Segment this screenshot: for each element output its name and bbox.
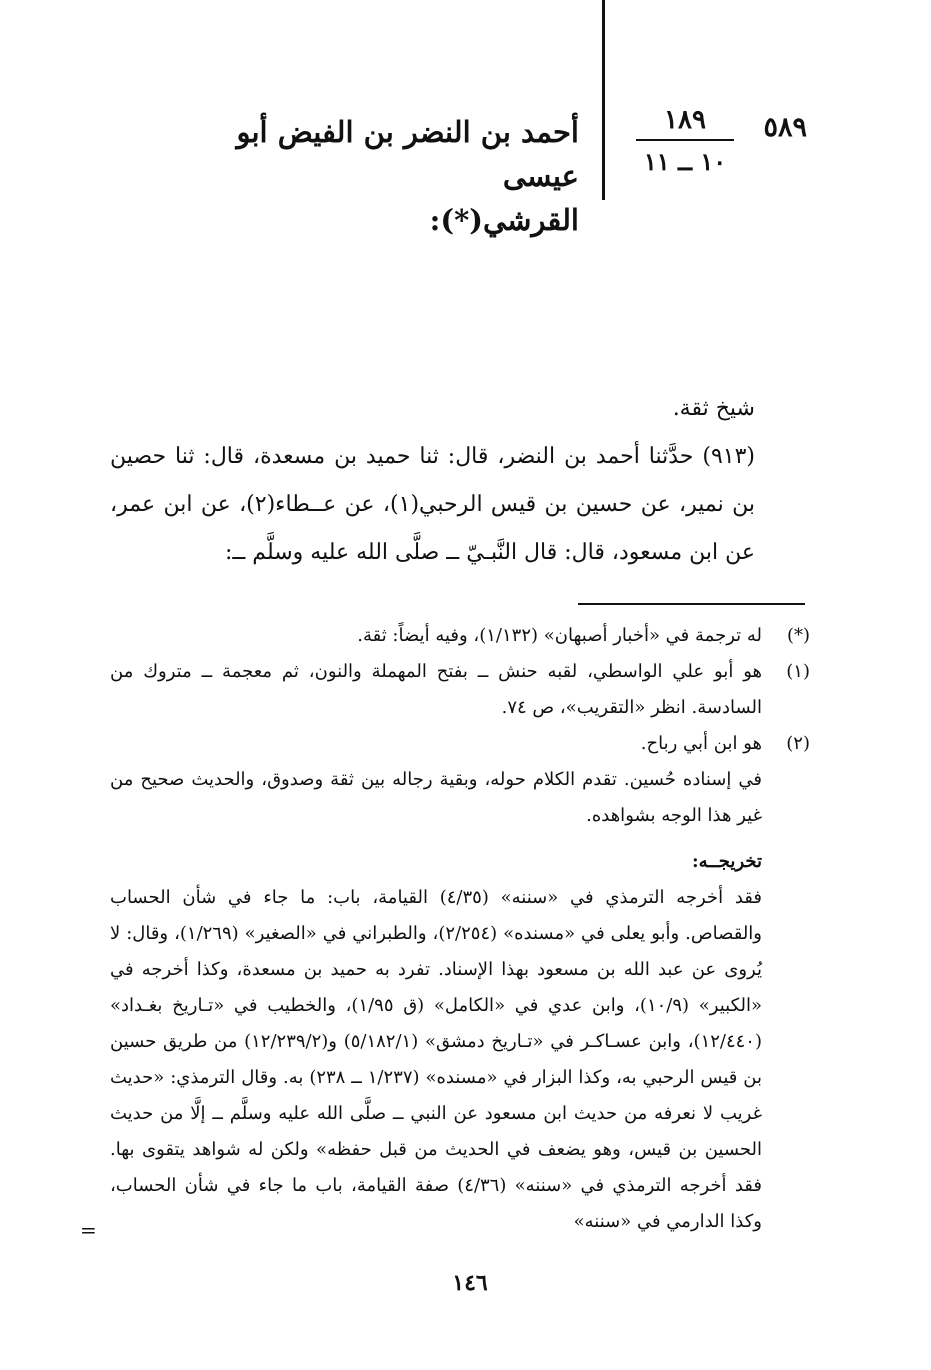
footnote-mark: (٢) [786, 733, 810, 754]
footnote-separator [578, 603, 805, 605]
footnote-item [110, 726, 810, 762]
continuation-mark: = [80, 1218, 97, 1242]
footnotes-section [110, 618, 810, 1240]
header-vertical-rule [602, 0, 605, 200]
page-reference-fraction [630, 105, 740, 176]
fraction-numerator: ١٨٩ [664, 105, 706, 135]
footnote-mark: (١) [786, 661, 810, 682]
page-number: ١٤٦ [452, 1270, 488, 1296]
title-line-1: أحمد بن النضر بن الفيض أبو عيسى [236, 115, 579, 193]
entry-number: ٥٨٩ [763, 112, 807, 143]
hadith-text: (٩١٣) حدَّثنا أحمد بن النضر، قال: ثنا حميد بن مسعدة، قال: ثنا حصين بن نمير، عن حسين بن قيس الرحبي(١)، عن عــطاء(٢)، عن ابن عمر، عن ابن مسعود، قال: قال النَّبـيّ ــ صلَّى الله عليه وسلَّم ــ: [110, 444, 755, 565]
takhrij-heading: تخريجــه: [691, 851, 762, 872]
footnote-item [110, 618, 810, 654]
footnote-text: هو أبو علي الواسطي، لقبه حنش ــ بفتح المهملة والنون، ثم معجمة ــ متروك من السادسة. انظر «التقريب»، ص ٧٤. [110, 661, 762, 718]
footnote-item [110, 654, 810, 726]
footnote-mark: (*) [786, 625, 810, 646]
main-text [110, 385, 810, 577]
footnote-text: هو ابن أبي رباح. [640, 733, 762, 754]
narrator-status: شيخ ثقة. [672, 396, 755, 421]
isnad-note: في إسناده حُسين. تقدم الكلام حوله، وبقية رجاله بين ثقة وصدوق، والحديث صحيح من غير هذا الوجه بشواهده. [110, 769, 762, 826]
takhrij-text: فقد أخرجه الترمذي في «سننه» (٤/٣٥) القيامة، باب: ما جاء في شأن الحساب والقصاص. وأبو يعلى في «مسنده» (٢/٢٥٤)، والطبراني في «الصغير» (١/٢٦٩)، وقال: لا يُروى عن عبد الله بن مسعود بهذا الإسناد. تفرد به حميد بن مسعدة، وكذا أخرجه في «الكبير» (١٠/٩)، وابن عدي في «الكامل» (ق ١/٩٥)، والخطيب في «تـاريخ بغـداد» (١٢/٤٤٠)، وابن عسـاكـر في «تـاريخ دمشق» (٥/١٨٢/١) و(١٢/٢٣٩/٢) من طريق حسين بن قيس الرحبي به، وكذا البزار في «مسنده» (١/٢٣٧ ــ ٢٣٨) به. وقال الترمذي: «حديث غريب لا نعرفه من حديث ابن مسعود عن النبي ــ صلَّى الله عليه وسلَّم ــ إلَّا من حديث الحسين بن قيس، وهو يضعف في الحديث من قبل حفظه» ولكن له شواهد يتقوى بها. فقد أخرجه الترمذي في «سننه» (٤/٣٦) صفة القيامة، باب ما جاء في شأن الحساب، وكذا الدارمي في «سننه» [110, 887, 763, 1232]
narrator-title [159, 110, 579, 242]
title-line-2: القرشي(*): [429, 203, 579, 237]
footnote-text: له ترجمة في «أخبار أصبهان» (١/١٣٢)، وفيه أيضاً: ثقة. [357, 625, 762, 646]
fraction-bar [636, 139, 734, 141]
fraction-denominator: ١٠ ــ ١١ [643, 147, 727, 176]
